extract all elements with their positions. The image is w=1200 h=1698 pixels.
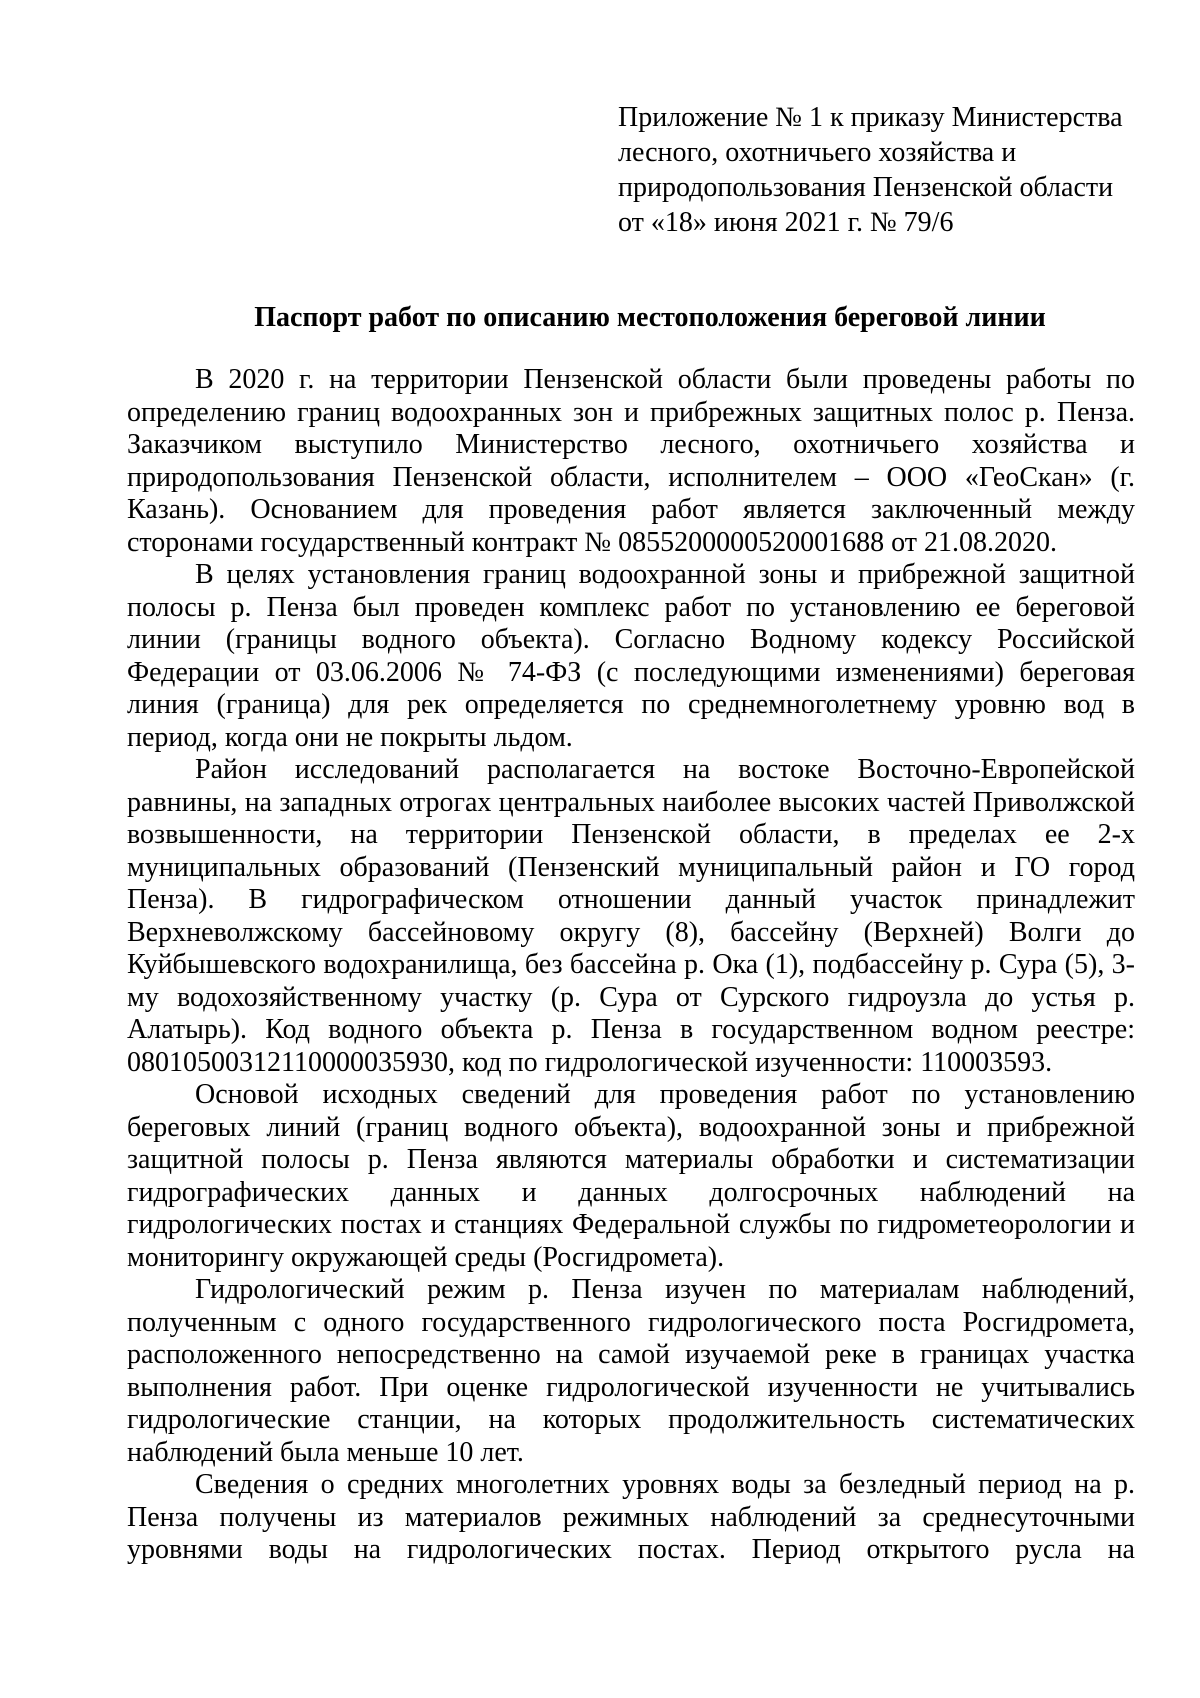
paragraph: Район исследований располагается на востоке Восточно-Европейской равнины, на западных отрогах центральных наиболее высоких частей Приволжской возвышенности, на территории Пензенской области, в пределах ее 2-х муниципальных образований (Пензенский муниципальный район и ГО город Пенза). В гидрографическом отношении данный участок принадлежит Верхневолжскому бассейновому округу (8), бассейну (Верхней) Волги до Куйбышевского водохранилища, без бассейна р. Ока (1), подбассейну р. Сура (5), 3-му водохозяйственному участку (р. Сура от Сурского гидроузла до устья р. Алатырь). Код водного объекта р. Пенза в государственном водном реестре: 08010500312110000035930, код по гидрологической изученности: 110003593.	[127, 754, 1135, 1078]
paragraph: Сведения о средних многолетних уровнях воды за безледный период на р. Пенза получены из материалов режимных наблюдений за среднесуточными уровнями воды на гидрологических постах. Период открытого русла на	[127, 1469, 1135, 1565]
appendix-header	[618, 100, 1123, 240]
appendix-header-line: от «18» июня 2021 г. № 79/6	[618, 207, 954, 238]
paragraph: В 2020 г. на территории Пензенской области были проведены работы по определению границ водоохранных зон и прибрежных защитных полос р. Пенза. Заказчиком выступило Министерство лесного, охотничьего хозяйства и природопользования Пензенской области, исполнителем – ООО «ГеоСкан» (г. Казань). Основанием для проведения работ является заключенный между сторонами государственный контракт № 0855200000520001688 от 21.08.2020.	[127, 364, 1135, 558]
paragraph: Основой исходных сведений для проведения работ по установлению береговых линий (границ водного объекта), водоохранной зоны и прибрежной защитной полосы р. Пенза являются материалы обработки и систематизации гидрографических данных и данных долгосрочных наблюдений на гидрологических постах и станциях Федеральной службы по гидрометеорологии и мониторингу окружающей среды (Росгидромета).	[127, 1079, 1135, 1273]
appendix-header-line: лесного, охотничьего хозяйства и	[618, 137, 1017, 168]
paragraph: Гидрологический режим р. Пенза изучен по материалам наблюдений, полученным с одного государственного гидрологического поста Росгидромета, расположенного непосредственно на самой изучаемой реке в границах участка выполнения работ. При оценке гидрологической изученности не учитывались гидрологические станции, на которых продолжительность систематических наблюдений была меньше 10 лет.	[127, 1274, 1135, 1468]
document-title: Паспорт работ по описанию местоположения береговой линии	[254, 302, 1046, 333]
appendix-header-line: Приложение № 1 к приказу Министерства	[618, 102, 1123, 133]
paragraph: В целях установления границ водоохранной зоны и прибрежной защитной полосы р. Пенза был проведен комплекс работ по установлению ее береговой линии (границы водного объекта). Согласно Водному кодексу Российской Федерации от 03.06.2006 № 74-ФЗ (с последующими изменениями) береговая линия (граница) для рек определяется по среднемноголетнему уровню вод в период, когда они не покрыты льдом.	[127, 559, 1135, 753]
appendix-header-line: природопользования Пензенской области	[618, 172, 1114, 203]
document-body	[127, 364, 1135, 1567]
